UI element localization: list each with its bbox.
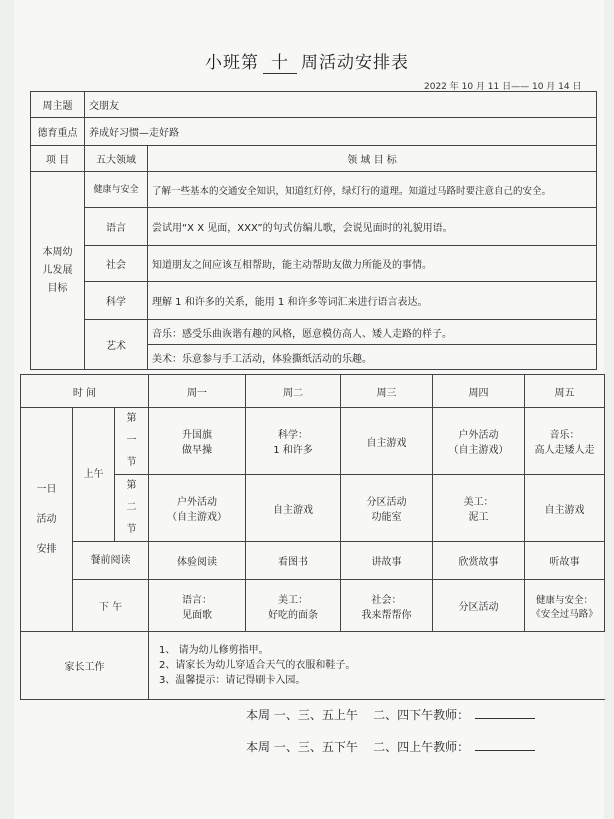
reading-cell: 讲故事 <box>341 542 433 580</box>
domain-goal: 知道朋友之间应该互相帮助，能主动帮助友做力所能及的事情。 <box>148 246 597 282</box>
activity-cell: 美工： 好吃的面条 <box>246 580 341 632</box>
domain-goal: 理解 1 和许多的关系，能用 1 和许多等词汇来进行语言表达。 <box>148 282 597 320</box>
signature-blank <box>475 750 535 751</box>
activity-cell: 美工： 泥工 <box>433 475 525 542</box>
day-header: 周三 <box>341 375 433 408</box>
parent-work-item: 1、 请为幼儿修剪指甲。 <box>159 645 269 656</box>
moral-label: 德育重点 <box>31 118 85 146</box>
activity-cell: 科学： 1 和许多 <box>246 408 341 475</box>
domain-name: 社会 <box>85 246 148 282</box>
activity-cell: 自主游戏 <box>246 475 341 542</box>
afternoon-label: 下 午 <box>73 580 149 632</box>
daily-schedule-label: 一日活动安排 <box>21 408 73 632</box>
reading-cell: 看图书 <box>246 542 341 580</box>
moral-value: 养成好习惯—走好路 <box>85 118 597 146</box>
theme-label: 周主题 <box>31 92 85 118</box>
time-header: 时 间 <box>21 375 149 408</box>
domain-name: 科学 <box>85 282 148 320</box>
reading-cell: 听故事 <box>525 542 605 580</box>
day-header: 周一 <box>149 375 246 408</box>
reading-label: 餐前阅读 <box>73 542 149 580</box>
domain-goal-music: 音乐：感受乐曲诙谐有趣的风格，愿意模仿高人、矮人走路的样子。 <box>148 320 597 345</box>
activity-cell: 分区活动 功能室 <box>341 475 433 542</box>
activity-cell: 自主游戏 <box>525 475 605 542</box>
day-header: 周五 <box>525 375 605 408</box>
parent-work-label: 家长工作 <box>21 632 149 700</box>
title-suffix: 周活动安排表 <box>301 53 409 73</box>
domain-name: 艺术 <box>85 320 148 370</box>
project-header: 项 目 <box>31 146 85 172</box>
day-header: 周四 <box>433 375 525 408</box>
activity-cell: 户外活动 （自主游戏） <box>433 408 525 475</box>
goals-table <box>30 91 597 370</box>
date-range: 2022 年 10 月 11 日—— 10 月 14 日 <box>424 82 582 92</box>
activity-cell: 语言： 见面歌 <box>149 580 246 632</box>
schedule-table <box>20 374 605 700</box>
domain-name: 健康与安全 <box>85 172 148 208</box>
footer-teacher-line-2 <box>246 738 535 755</box>
goals-section-label: 本周幼儿发展目标 <box>31 172 85 370</box>
domain-name: 语言 <box>85 208 148 246</box>
domain-goal: 尝试用“X X 见面，XXX”的句式仿编儿歌，会说见面时的礼貌用语。 <box>148 208 597 246</box>
footer-text-2: 本周 一、三、五下午 二、四上午教师： <box>246 740 470 754</box>
title-prefix: 小班第 <box>205 53 259 73</box>
activity-cell: 健康与安全： 《安全过马路》 <box>525 580 605 632</box>
theme-value: 交朋友 <box>85 92 597 118</box>
parent-work-item: 2、请家长为幼儿穿适合天气的衣服和鞋子。 <box>159 660 356 671</box>
parent-work-items <box>149 632 605 700</box>
activity-cell: 分区活动 <box>433 580 525 632</box>
domains-header: 五大领域 <box>85 146 148 172</box>
day-header: 周二 <box>246 375 341 408</box>
page-title <box>0 48 614 74</box>
activity-cell: 户外活动 （自主游戏） <box>149 475 246 542</box>
reading-cell: 欣赏故事 <box>433 542 525 580</box>
domain-goal-art: 美术：乐意参与手工活动，体验撕纸活动的乐趣。 <box>148 345 597 370</box>
period-one-label: 第一节 <box>115 408 149 475</box>
activity-cell: 升国旗 做早操 <box>149 408 246 475</box>
activity-cell: 音乐： 高人走矮人走 <box>525 408 605 475</box>
week-number: 十 <box>263 48 297 74</box>
activity-cell: 自主游戏 <box>341 408 433 475</box>
parent-work-item: 3、温馨提示：请记得刷卡入园。 <box>159 675 306 686</box>
footer-teacher-line-1 <box>246 706 535 723</box>
period-two-label: 第二节 <box>115 475 149 542</box>
domain-goal: 了解一些基本的交通安全知识，知道红灯停，绿灯行的道理。知道过马路时要注意自己的安全。 <box>148 172 597 208</box>
goals-header: 领 域 目 标 <box>148 146 597 172</box>
footer-text-1: 本周 一、三、五上午 二、四下午教师： <box>246 708 470 722</box>
activity-cell: 社会： 我来帮帮你 <box>341 580 433 632</box>
morning-label: 上午 <box>73 408 115 542</box>
signature-blank <box>475 718 535 719</box>
reading-cell: 体验阅读 <box>149 542 246 580</box>
